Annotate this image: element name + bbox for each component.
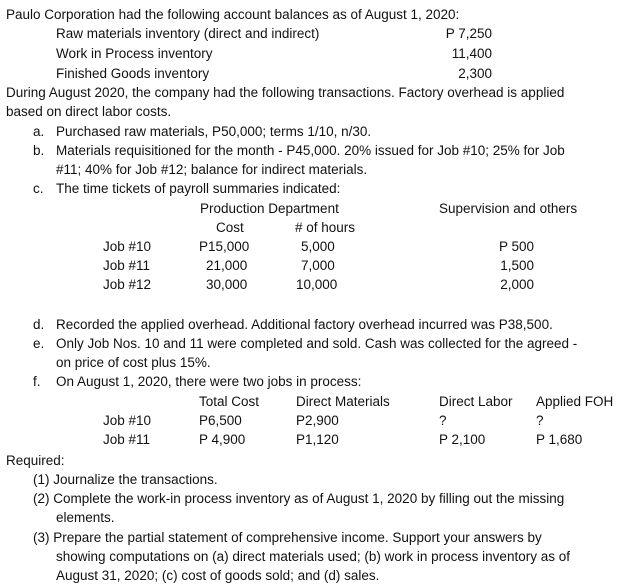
- balance-label-wip: Work in Process inventory: [56, 46, 213, 61]
- wip-header-total-cost: Total Cost: [199, 394, 260, 409]
- payroll-cost-value: 30,000: [206, 277, 248, 292]
- item-e-line2: on price of cost plus 15%.: [56, 355, 211, 370]
- wip-direct-materials: P1,120: [296, 432, 339, 447]
- item-b-line1: Materials requisitioned for the month - P45,000. 20% issued for Job #10; 25% for Job: [56, 143, 565, 158]
- item-d-text: Recorded the applied overhead. Additional factory overhead incurred was P38,500.: [56, 317, 553, 332]
- item-e-letter: e.: [33, 336, 45, 351]
- payroll-supervision-value: P 500: [498, 239, 534, 254]
- payroll-cost-value: P15,000: [199, 239, 250, 254]
- item-d-letter: d.: [33, 317, 45, 332]
- payroll-hours-header: # of hours: [295, 220, 356, 235]
- item-e-line1: Only Job Nos. 10 and 11 were completed and sold. Cash was collected for the agreed -: [56, 336, 578, 351]
- required-item-2-line2: elements.: [56, 510, 115, 525]
- item-c-text: The time tickets of payroll summaries indicated:: [56, 181, 341, 196]
- payroll-job-label: Job #11: [103, 258, 151, 273]
- wip-direct-labor: ?: [439, 413, 447, 428]
- payroll-cost-value: 21,000: [206, 258, 248, 273]
- wip-job-label: Job #10: [103, 413, 152, 428]
- intro-line: Paulo Corporation had the following account balances as of August 1, 2020:: [6, 7, 460, 22]
- wip-direct-materials: P2,900: [296, 413, 339, 428]
- item-a-text: Purchased raw materials, P50,000; terms 1/10, n/30.: [56, 124, 372, 139]
- item-f-letter: f.: [33, 374, 41, 389]
- payroll-production-header: Production Department: [200, 201, 339, 216]
- paragraph-line-2: based on direct labor costs.: [6, 104, 172, 119]
- item-b-letter: b.: [33, 143, 45, 158]
- wip-header-applied-foh: Applied FOH: [536, 394, 614, 409]
- payroll-supervision-value: 2,000: [500, 277, 534, 292]
- balance-value-wip: 11,400: [451, 46, 492, 61]
- balance-value-finished-goods: 2,300: [458, 66, 492, 81]
- payroll-job-label: Job #10: [103, 239, 152, 254]
- wip-header-direct-materials: Direct Materials: [296, 394, 390, 409]
- payroll-hours-value: 10,000: [296, 277, 338, 292]
- balance-label-raw-materials: Raw materials inventory (direct and indirect): [56, 26, 320, 41]
- wip-applied-foh: P 1,680: [536, 432, 583, 447]
- item-a-letter: a.: [33, 124, 45, 139]
- paragraph-line-1: During August 2020, the company had the following transactions. Factory overhead is applied: [6, 85, 565, 100]
- wip-header-direct-labor: Direct Labor: [439, 394, 513, 409]
- item-c-letter: c.: [33, 181, 44, 196]
- wip-applied-foh: ?: [536, 413, 544, 428]
- balance-value-raw-materials: P 7,250: [445, 26, 492, 41]
- payroll-cost-header: Cost: [216, 220, 244, 235]
- wip-job-label: Job #11: [103, 432, 151, 447]
- payroll-supervision-header: Supervision and others: [439, 201, 578, 216]
- required-item-1: (1) Journalize the transactions.: [33, 472, 218, 487]
- wip-total-cost: P 4,900: [199, 432, 246, 447]
- balance-label-finished-goods: Finished Goods inventory: [56, 66, 210, 81]
- payroll-supervision-value: 1,500: [500, 258, 534, 273]
- required-item-3-line2: showing computations on (a) direct materials used; (b) work in process inventory as of: [56, 549, 570, 564]
- item-b-line2: #11; 40% for Job #12; balance for indirect materials.: [56, 162, 368, 177]
- wip-direct-labor: P 2,100: [439, 432, 486, 447]
- payroll-hours-value: 5,000: [301, 239, 335, 254]
- required-title: Required:: [6, 453, 65, 468]
- required-item-3-line1: (3) Prepare the partial statement of comprehensive income. Support your answers by: [33, 530, 542, 545]
- required-item-3-line3: August 31, 2020; (c) cost of goods sold; and (d) sales.: [56, 568, 380, 583]
- required-item-2-line1: (2) Complete the work-in process inventory as of August 1, 2020 by filling out the missing: [33, 491, 565, 506]
- item-f-text: On August 1, 2020, there were two jobs in process:: [56, 374, 362, 389]
- payroll-job-label: Job #12: [103, 277, 152, 292]
- payroll-hours-value: 7,000: [301, 258, 335, 273]
- wip-total-cost: P6,500: [199, 413, 242, 428]
